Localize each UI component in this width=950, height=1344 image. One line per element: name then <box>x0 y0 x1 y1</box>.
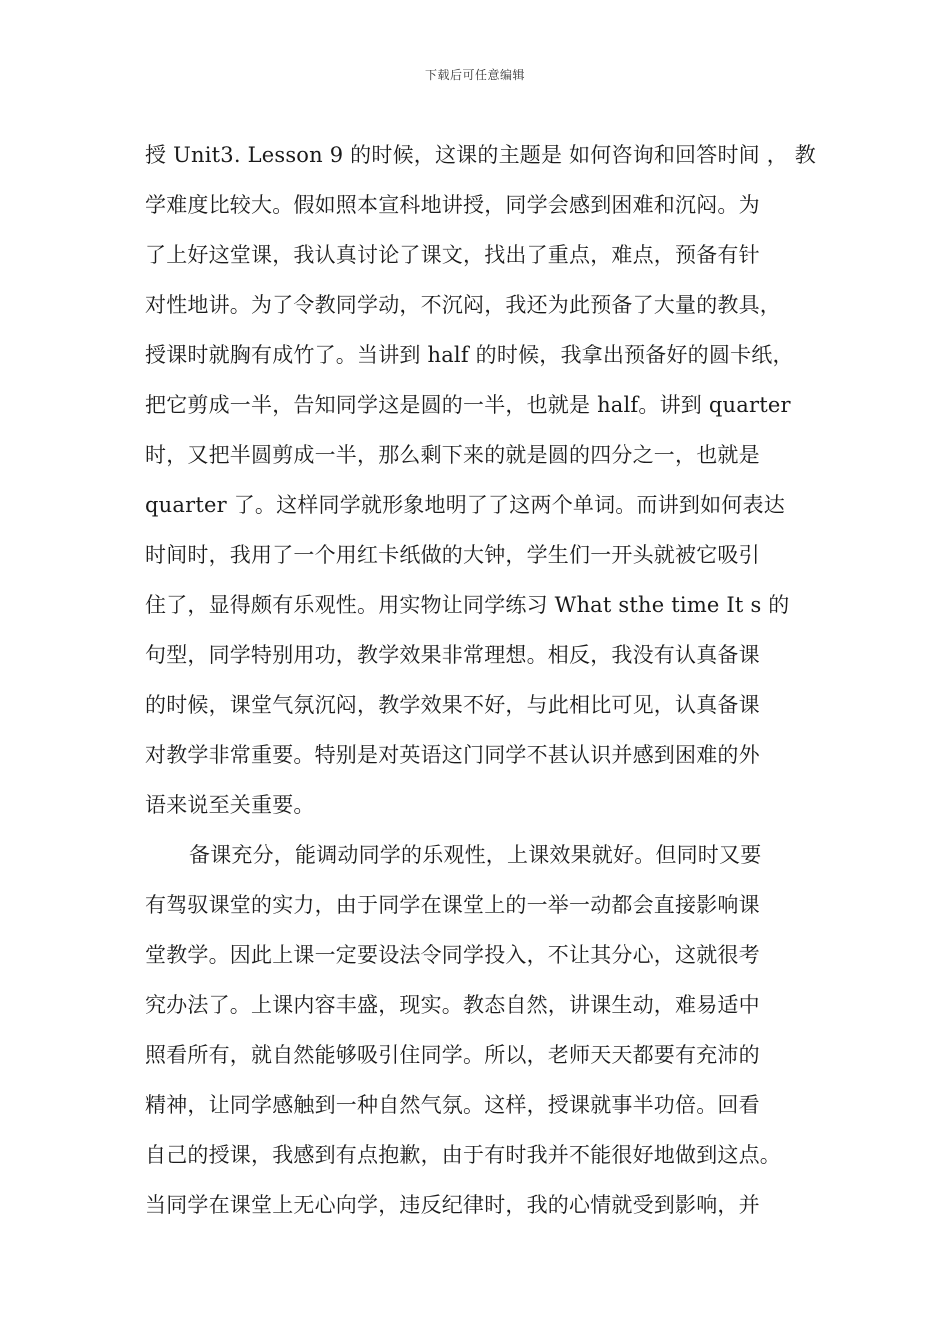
text-line: 授课时就胸有成竹了。当讲到 half 的时候，我拿出预备好的圆卡纸， <box>145 343 794 367</box>
text-line: 究办法了。上课内容丰盛，现实。教态自然，讲课生动，难易适中 <box>145 993 760 1017</box>
paragraph-first-line: 备课充分，能调动同学的乐观性，上课效果就好。但同时又要 <box>189 843 762 867</box>
text-line: 语来说至关重要。 <box>145 793 315 817</box>
text-line: 有驾驭课堂的实力，由于同学在课堂上的一举一动都会直接影响课 <box>145 893 760 917</box>
text-line: 住了，显得颇有乐观性。用实物让同学练习 What sthe time It s 的 <box>145 593 790 617</box>
text-line: 自己的授课，我感到有点抱歉，由于有时我并不能很好地做到这点。 <box>145 1143 781 1167</box>
text-line: 的时候，课堂气氛沉闷，教学效果不好，与此相比可见，认真备课 <box>145 693 760 717</box>
body-text <box>145 130 816 1230</box>
text-line: 时间时，我用了一个用红卡纸做的大钟，学生们一开头就被它吸引 <box>145 543 760 567</box>
text-line: quarter 了。这样同学就形象地明了了这两个单词。而讲到如何表达 <box>145 493 785 517</box>
text-line: 当同学在课堂上无心向学，违反纪律时，我的心情就受到影响，并 <box>145 1193 760 1217</box>
text-line: 授 Unit3. Lesson 9 的时候，这课的主题是 如何咨询和回答时间 ， 教 <box>145 143 816 167</box>
text-line: 堂教学。因此上课一定要设法令同学投入，不让其分心，这就很考 <box>145 943 760 967</box>
text-line: 精神，让同学感触到一种自然气氛。这样，授课就事半功倍。回看 <box>145 1093 760 1117</box>
text-line: 对教学非常重要。特别是对英语这门同学不甚认识并感到困难的外 <box>145 743 760 767</box>
page-header: 下载后可任意编辑 <box>424 68 525 82</box>
text-line: 时，又把半圆剪成一半，那么剩下来的就是圆的四分之一，也就是 <box>145 443 760 467</box>
text-line: 把它剪成一半，告知同学这是圆的一半，也就是 half。讲到 quarter <box>145 393 791 417</box>
text-line: 句型，同学特别用功，教学效果非常理想。相反，我没有认真备课 <box>145 643 760 667</box>
text-line: 对性地讲。为了令教同学动，不沉闷，我还为此预备了大量的教具， <box>145 293 781 317</box>
text-line: 照看所有，就自然能够吸引住同学。所以，老师天天都要有充沛的 <box>145 1043 760 1067</box>
text-line: 学难度比较大。假如照本宣科地讲授，同学会感到困难和沉闷。为 <box>145 193 760 217</box>
text-line: 了上好这堂课，我认真讨论了课文，找出了重点，难点，预备有针 <box>145 243 760 267</box>
